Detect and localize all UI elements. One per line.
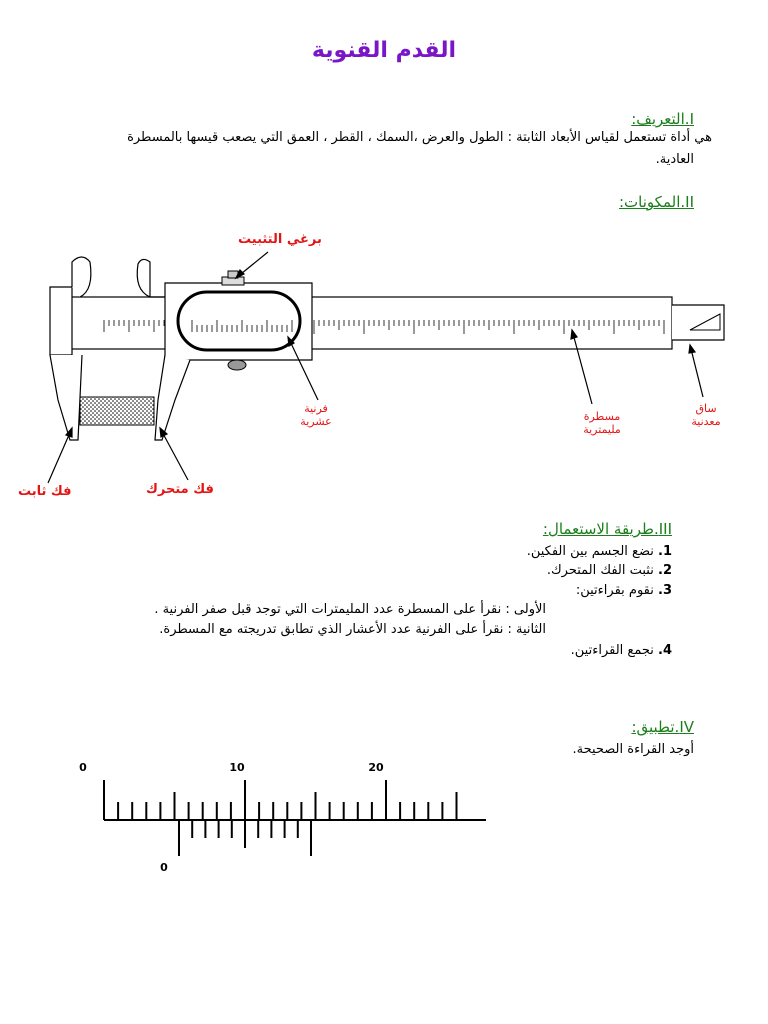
label-rod-line1: ساق xyxy=(695,402,717,415)
method-step-3 xyxy=(576,583,672,598)
label-fixed-jaw: فك ثابت xyxy=(18,484,72,499)
main-label-20: 20 xyxy=(368,761,384,774)
method-step-1 xyxy=(527,544,672,559)
label-vernier: فرنية عشرية xyxy=(300,402,332,428)
exercise-vernier-ticks xyxy=(179,820,311,856)
vernier-label-0: 0 xyxy=(160,861,168,874)
exercise-main-ticks xyxy=(104,780,457,820)
label-fixing-screw: برغي التثبيت xyxy=(238,232,322,247)
step-number: 2. xyxy=(658,563,672,578)
fixed-jaw xyxy=(50,287,72,355)
label-ruler-line2: مليمترية xyxy=(583,423,621,436)
step-text: نثبت الفك المتحرك. xyxy=(546,563,654,578)
section-method-heading: III.طريقة الاستعمال: xyxy=(542,520,672,538)
reading-second: الثانية : نقرأ على الفرنية عدد الأعشار الذي تطابق تدريجته مع المسطرة. xyxy=(159,622,546,637)
main-label-10: 10 xyxy=(229,761,245,774)
definition-text-line2: العادية. xyxy=(655,152,694,167)
measured-object xyxy=(80,397,154,425)
label-rod xyxy=(676,402,736,428)
vernier-caliper-diagram xyxy=(0,220,768,510)
step-number: 1. xyxy=(658,544,672,559)
exercise-text: أوجد القراءة الصحيحة. xyxy=(572,742,694,757)
method-step-2 xyxy=(547,563,672,578)
page-title: القدم القنوية xyxy=(311,38,457,63)
section-definition-heading: I.التعريف: xyxy=(631,110,694,128)
step-text: نجمع القراءتين. xyxy=(570,643,654,658)
reading-first: الأولى : نقرأ على المسطرة عدد المليمترات التي توجد قبل صفر الفرنية . xyxy=(154,602,546,617)
method-step-4 xyxy=(571,643,672,658)
step-text: نضع الجسم بين الفكين. xyxy=(526,544,654,559)
main-label-0: 0 xyxy=(79,761,87,774)
step-text: نقوم بقراءتين: xyxy=(575,583,654,598)
step-number: 4. xyxy=(658,643,672,658)
moving-jaw xyxy=(155,355,190,440)
caliper-beam xyxy=(60,297,672,349)
label-rod-line2: معدنية xyxy=(691,415,721,428)
label-ruler-line1: مسطرة xyxy=(583,410,621,423)
label-ruler xyxy=(572,410,632,436)
section-parts-heading: II.المكونات: xyxy=(619,193,694,211)
definition-text-line1: هي أداة تستعمل لقياس الأبعاد الثابتة : الطول والعرض ،السمك ، القطر ، العمق التي يصعب قيسها بالمسطرة xyxy=(127,130,712,145)
vernier-exercise-scale xyxy=(0,750,768,880)
section-exercise-heading: IV.تطبيق: xyxy=(631,718,694,736)
slider-body xyxy=(165,283,312,360)
label-moving-jaw: فك متحرك xyxy=(146,482,214,497)
step-number: 3. xyxy=(658,583,672,598)
